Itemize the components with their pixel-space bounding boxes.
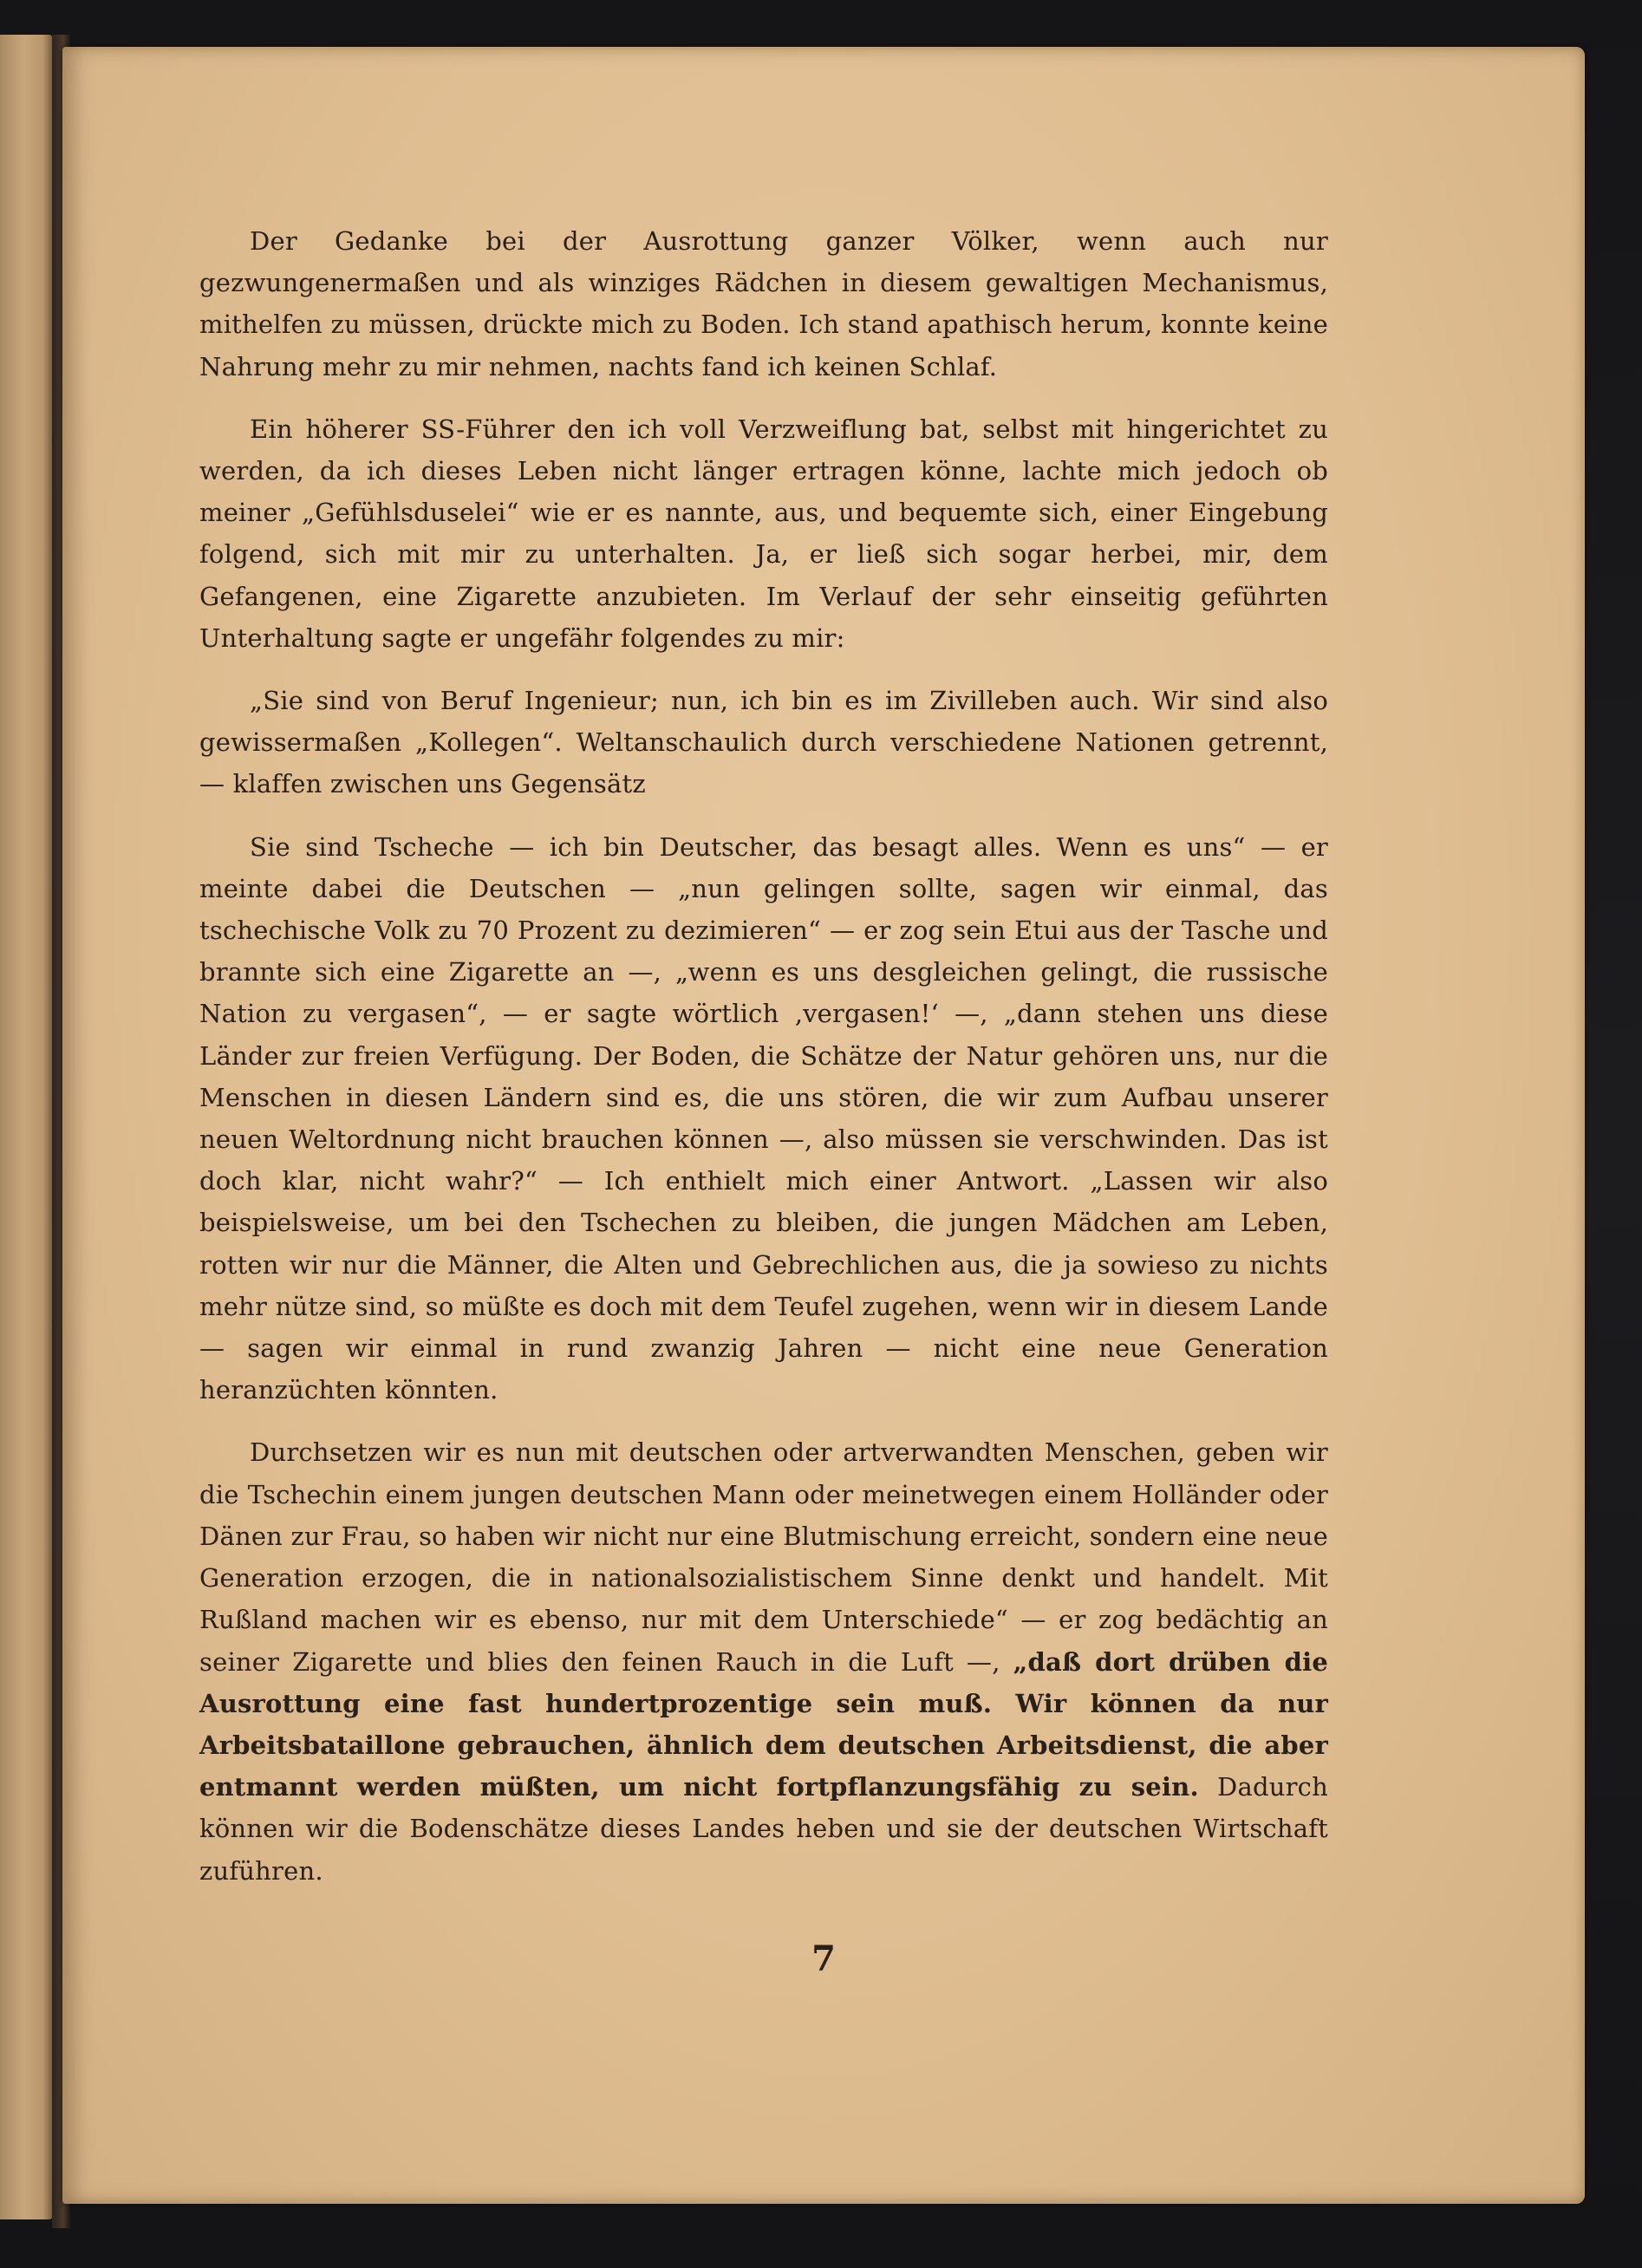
paragraph-1: Der Gedanke bei der Ausrottung ganzer Völker, wenn auch nur gezwungenermaßen und als winziges Rädchen in diesem gewaltigen Mechanismus, mithelfen zu müssen, drückte mich zu Boden. Ich stand apathisch herum, konnte keine Nahrung mehr zu mir nehmen, nachts fand ich keinen Schlaf. — [199, 226, 1328, 381]
book-page — [62, 47, 1585, 2204]
page-number: 7 — [811, 1939, 836, 1979]
paragraph-5 — [199, 1431, 1328, 1891]
body-text — [199, 220, 1328, 1892]
paragraph-5-start: Durchsetzen wir es nun mit deutschen oder artverwandten Menschen, geben wir die Tschechin einem jungen deutschen Mann oder meinetwegen einem Holländer oder Dänen zur Frau, so haben wir nicht nur eine Blutmischung erreicht, sondern eine neue Generation erzogen, die in nationalsozialistischem Sinne denkt und handelt. Mit Rußland machen wir es ebenso, nur mit dem Unterschiede“ — er zog bedächtig an seiner Zigarette und blies den feinen Rauch in die Luft —, — [199, 1437, 1328, 1677]
paragraph-2: Ein höherer SS-Führer den ich voll Verzweiflung bat, selbst mit hingerichtet zu werden, da ich dieses Leben nicht länger ertragen könne, lachte mich jedoch ob meiner „Gefühlsduselei“ wie er es nannte, aus, und bequemte sich, einer Eingebung folgend, sich mit mir zu unterhalten. Ja, er ließ sich sogar herbei, mir, dem Gefangenen, eine Zigarette anzubieten. Im Verlauf der sehr einseitig geführten Unterhaltung sagte er ungefähr folgendes zu mir: — [199, 414, 1328, 653]
left-page-edge — [0, 35, 54, 2219]
paragraph-4: Sie sind Tscheche — ich bin Deutscher, das besagt alles. Wenn es uns“ — er meinte dabei die Deutschen — „nun gelingen sollte, sagen wir einmal, das tschechische Volk zu 70 Prozent zu dezimieren“ — er zog sein Etui aus der Tasche und brannte sich eine Zigarette an —, „wenn es uns desgleichen gelingt, die russische Nation zu vergasen“, — er sagte wörtlich ‚vergasen!‘ —, „dann stehen uns diese Länder zur freien Verfügung. Der Boden, die Schätze der Natur gehören uns, nur die Menschen in diesen Ländern sind es, die uns stören, die wir zum Aufbau unserer neuen Weltordnung nicht brauchen können —, also müssen sie verschwinden. Das ist doch klar, nicht wahr?“ — Ich enthielt mich einer Antwort. „Lassen wir also beispielsweise, um bei den Tschechen zu bleiben, die jungen Mädchen am Leben, rotten wir nur die Männer, die Alten und Gebrechlichen aus, die ja sowieso zu nichts mehr nütze sind, so müßte es doch mit dem Teufel zugehen, wenn wir in diesem Lande — sagen wir einmal in rund zwanzig Jahren — nicht eine neue Generation heranzüchten könnten. — [199, 831, 1328, 1405]
paragraph-5-emphasis: „daß dort drüben die Ausrottung eine fast hundertprozentige sein muß. Wir können da nur Arbeitsbataillone gebrauchen, ähnlich dem deutschen Arbeitsdienst, die aber entmannt werden müßten, um nicht fortpflanzungsfähig zu sein. — [199, 1646, 1329, 1802]
paragraph-3: „Sie sind von Beruf Ingenieur; nun, ich bin es im Zivilleben auch. Wir sind also gewissermaßen „Kollegen“. Weltanschaulich durch verschiedene Nationen getrennt, — klaffen zwischen uns Gegensätz — [199, 686, 1328, 799]
paragraph-5-end: Dadurch können wir die Bodenschätze dieses Landes heben und sie der deutschen Wirtschaft zuführen. — [199, 1772, 1328, 1886]
